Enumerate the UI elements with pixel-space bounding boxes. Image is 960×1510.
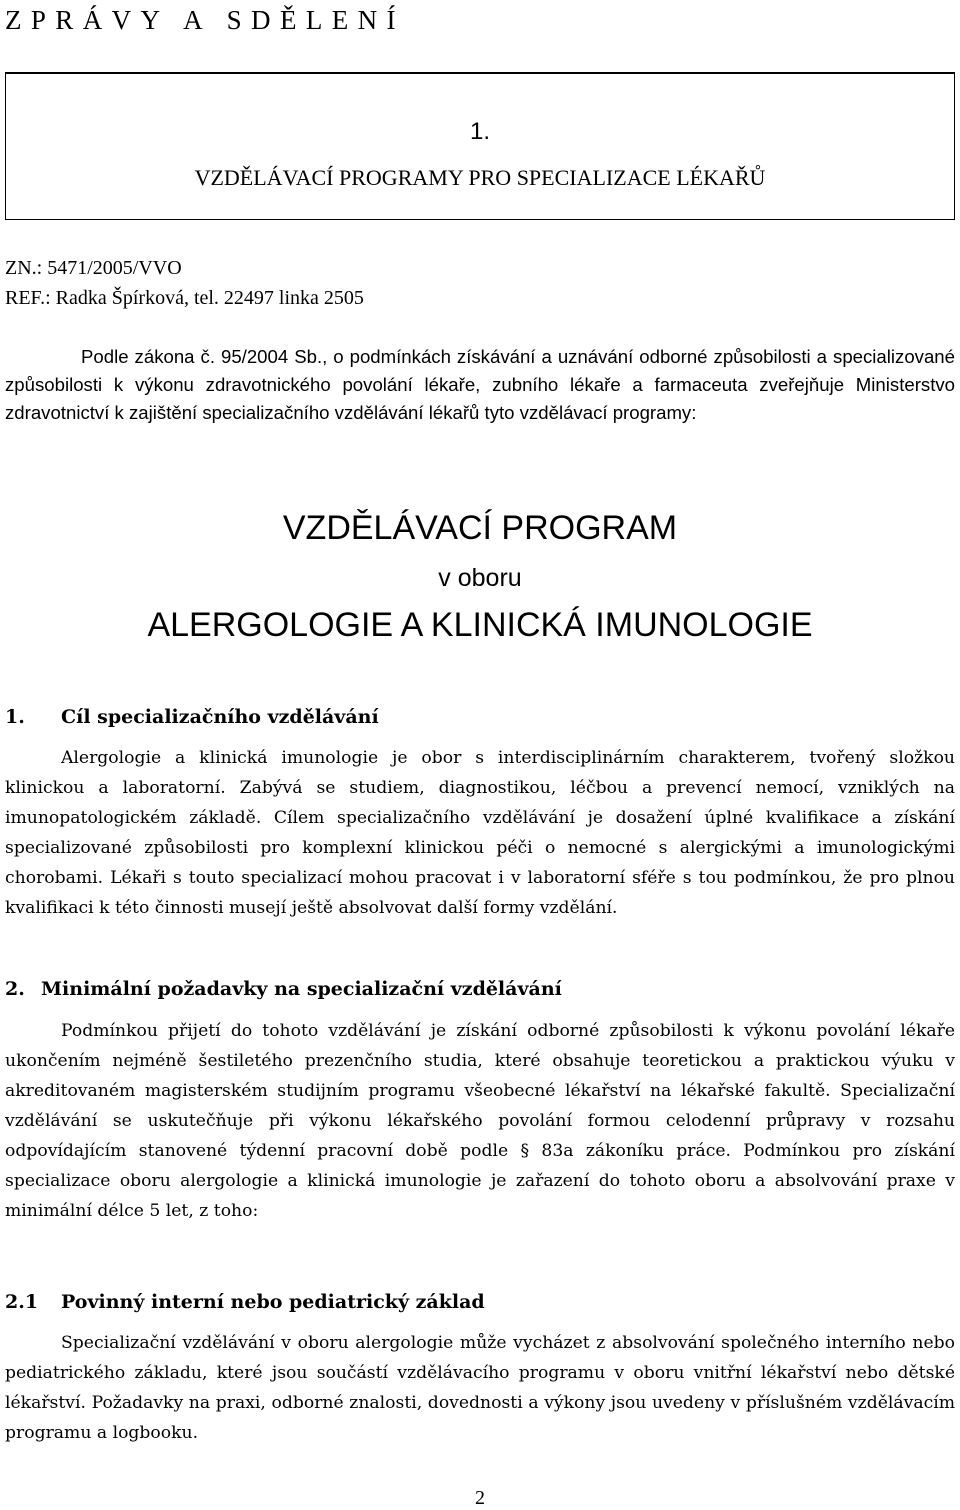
section-text-2-1: Specializační vzdělávání v oboru alergologie může vycházet z absolvování společného interního nebo pediatrického základu, které jsou součástí vzdělávacího programu v oboru vnitřní lékařství nebo dětské lékařství. Požadavky na praxi, odborné znalosti, dovednosti a výkony jsou uvedeny v příslušném vzdělávacím programu a logbooku. [5, 1333, 955, 1443]
section-number: 1. [5, 706, 25, 728]
journal-header-title: ZPRÁVY A SDĚLENÍ [5, 5, 405, 35]
section-title: Minimální požadavky na specializační vzdělávání [41, 978, 562, 1000]
section-heading-2-1 [5, 1290, 485, 1314]
reference-zn: ZN.: 5471/2005/VVO [5, 257, 182, 279]
header-box [5, 72, 955, 220]
section-text-2: Podmínkou přijetí do tohoto vzdělávání je získání odborné způsobilosti k výkonu povolání lékaře ukončením nejméně šestiletého prezenčního studia, které obsahuje teoretickou a praktickou výuku v akreditovaném magisterském studijním programu všeobecné lékařství na lékařské fakultě. Specializační vzdělávání se uskutečňuje při výkonu lékařského povolání formou celodenní průpravy v rozsahu odpovídajícím stanovené týdenní pracovní době podle § 83a zákoníku práce. Podmínkou pro získání specializace oboru alergologie a klinická imunologie je zařazení do tohoto oboru a absolvování praxe v minimální délce 5 let, z toho: [5, 1021, 955, 1221]
page-number: 2 [475, 1487, 485, 1509]
intro-paragraph: Podle zákona č. 95/2004 Sb., o podmínkách získávání a uznávání odborné způsobilosti a specializované způsobilosti k výkonu zdravotnického povolání lékaře, zubního lékaře a farmaceuta zveřejňuje Ministerstvo zdravotnictví k zajištění specializačního vzdělávání lékařů tyto vzdělávací programy: [5, 346, 955, 424]
section-heading-1 [5, 705, 379, 729]
section-heading-2 [5, 977, 562, 1001]
reference-ref: REF.: Radka Špírková, tel. 22497 linka 2505 [5, 287, 364, 309]
section-number: 2.1 [5, 1291, 39, 1313]
header-subtitle: VZDĚLÁVACÍ PROGRAMY PRO SPECIALIZACE LÉKAŘŮ [194, 165, 766, 190]
section-title: Povinný interní nebo pediatrický základ [61, 1291, 485, 1313]
program-title: VZDĚLÁVACÍ PROGRAM [282, 509, 678, 547]
section-title: Cíl specializačního vzdělávání [61, 706, 379, 728]
program-field: ALERGOLOGIE A KLINICKÁ IMUNOLOGIE [147, 606, 813, 644]
program-connector: v oboru [438, 564, 522, 592]
header-number: 1. [469, 118, 490, 145]
section-number: 2. [5, 978, 25, 1000]
section-text-1: Alergologie a klinická imunologie je obor s interdisciplinárním charakterem, tvořený složkou klinickou a laboratorní. Zabývá se studiem, diagnostikou, léčbou a prevencí nemocí, vzniklých na imunopatologickém základě. Cílem specializačního vzdělávání je dosažení úplné kvalifikace a získání specializované způsobilosti pro komplexní klinickou péči o nemocné s alergickými a imunologickými chorobami. Lékaři s touto specializací mohou pracovat i v laboratorní sféře s tou podmínkou, že pro plnou kvalifikaci k této činnosti musejí ještě absolvovat další formy vzdělání. [5, 748, 955, 918]
